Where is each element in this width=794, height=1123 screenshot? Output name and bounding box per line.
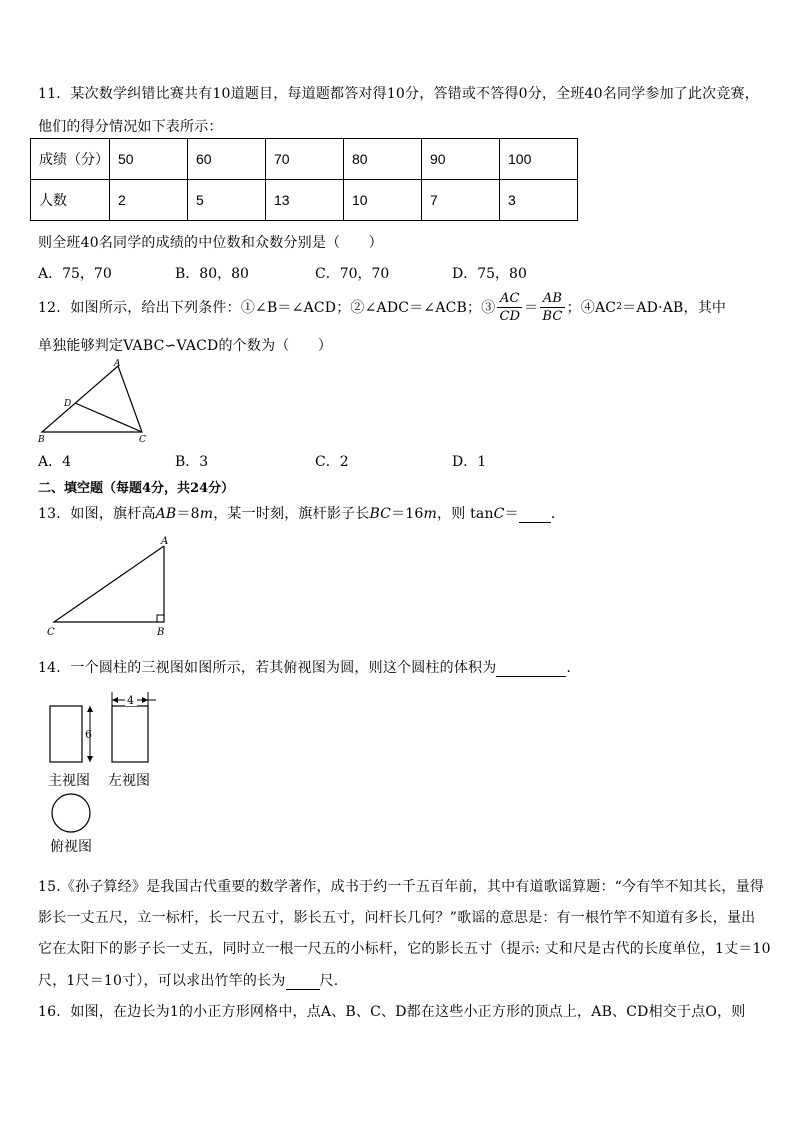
answer-blank xyxy=(496,660,566,677)
q12-line2: 单独能够判定VABC∽VACD的个数为（ ） xyxy=(38,338,333,354)
top-view-circle xyxy=(52,794,90,832)
q16-line1: 16．如图，在边长为1的小正方形网格中，点A、B、C、D都在这些小正方形的顶点上，AB、CD相交于点O，则 xyxy=(38,1004,746,1020)
q12-option-a: A．4 xyxy=(38,454,72,470)
q12-option-d: D．1 xyxy=(452,454,487,470)
superscript: 2 xyxy=(616,302,623,312)
label-c: C xyxy=(139,435,146,445)
table-cell: 90 xyxy=(422,139,500,180)
table-cell: 60 xyxy=(188,139,266,180)
q11-option-b: B．80，80 xyxy=(175,266,249,282)
right-angle-mark xyxy=(157,615,164,622)
width-label: 4 xyxy=(127,694,134,707)
q13-part: ＝16 xyxy=(391,506,424,522)
left-view-label: 左视图 xyxy=(108,773,150,789)
arrow-up-icon xyxy=(87,706,93,712)
q12-option-c: C．2 xyxy=(315,454,349,470)
unit-m: m xyxy=(423,506,438,522)
fraction-denominator: BC xyxy=(542,308,563,324)
label-b: B xyxy=(38,435,45,445)
q13-part: ＝ xyxy=(504,506,519,522)
segment-cd xyxy=(75,403,142,432)
q15-line2: 影长一丈五尺，立一标杆，长一尺五寸，影长五寸，问杆长几何？”歌谣的意思是：有一根竹竿不知道有多长，量出 xyxy=(38,910,756,926)
table-cell: 人数 xyxy=(31,180,110,221)
q13-part: . xyxy=(550,506,556,522)
three-view-figure xyxy=(44,690,164,768)
q15-line4 xyxy=(38,970,338,990)
triangle-abc-figure xyxy=(34,356,154,446)
table-cell: 13 xyxy=(266,180,344,221)
table-cell: 7 xyxy=(422,180,500,221)
arrow-left-icon xyxy=(112,697,118,703)
q12-suffix: ；④AC xyxy=(566,300,617,316)
fraction-numerator: AB xyxy=(540,290,564,308)
q12-line1 xyxy=(38,287,726,327)
table-cell: 5 xyxy=(188,180,266,221)
fraction-denominator: CD xyxy=(499,308,521,324)
fraction-ab-bc xyxy=(540,290,564,325)
top-view-label: 俯视图 xyxy=(50,839,92,855)
table-cell: 70 xyxy=(266,139,344,180)
triangle-outline xyxy=(42,366,142,432)
table-row xyxy=(31,180,578,221)
var-c: C xyxy=(493,506,505,522)
q11-line1: 11．某次数学纠错比赛共有10道题目，每道题都答对得10分，答错或不答得0分，全班40名同学参加了此次竞赛， xyxy=(38,86,759,102)
q15-part: 尺. xyxy=(319,973,339,989)
table-row xyxy=(31,139,578,180)
arrow-down-icon xyxy=(87,756,93,762)
q11-option-a: A．75，70 xyxy=(38,266,112,282)
fraction-numerator: AC xyxy=(497,290,522,308)
q13-part: ，某一时刻，旗杆影子长 xyxy=(213,506,370,522)
q11-line2: 他们的得分情况如下表所示： xyxy=(38,119,223,135)
q12-option-b: B．3 xyxy=(175,454,209,470)
label-a: A xyxy=(161,536,169,547)
q11-option-c: C．70，70 xyxy=(315,266,390,282)
q12-prefix: 12．如图所示，给出下列条件：①∠B＝∠ACD；②∠ADC＝∠ACB；③ xyxy=(38,300,496,316)
var-ab: AB xyxy=(155,506,177,522)
table-cell: 2 xyxy=(110,180,188,221)
label-c: C xyxy=(47,627,55,638)
left-view-rect xyxy=(112,706,148,762)
q13-part: ＝8 xyxy=(176,506,200,522)
table-cell: 50 xyxy=(110,139,188,180)
triangle-outline xyxy=(54,546,164,622)
q14-part: 14．一个圆柱的三视图如图所示，若其俯视图为圆，则这个圆柱的体积为 xyxy=(38,660,497,676)
front-view-rect xyxy=(50,706,82,762)
q11-question: 则全班40名同学的成绩的中位数和众数分别是（ ） xyxy=(38,235,383,251)
front-view-label: 主视图 xyxy=(48,773,90,789)
label-a: A xyxy=(114,359,121,369)
q15-line1: 15.《孙子算经》是我国古代重要的数学著作，成书于约一千五百年前，其中有道歌谣算题：“今有竿不知其长，量得 xyxy=(38,879,765,895)
q14-part: . xyxy=(566,660,572,676)
label-d: D xyxy=(64,399,72,409)
q15-part: 尺，1尺＝10寸），可以求出竹竿的长为 xyxy=(38,973,286,989)
flagpole-triangle-figure xyxy=(44,534,174,640)
answer-blank xyxy=(286,973,320,990)
q15-line3: 它在太阳下的影子长一丈五，同时立一根一尺五的小标杆，它的影长五寸（提示: 丈和尺是古代的长度单位，1丈＝10 xyxy=(38,941,771,957)
q14-text xyxy=(38,657,571,677)
table-cell: 成绩（分） xyxy=(31,139,110,180)
q12-suffix2: ＝AD·AB，其中 xyxy=(622,300,727,316)
table-cell: 3 xyxy=(500,180,578,221)
section-title: 二、填空题（每题4分，共24分） xyxy=(38,481,235,496)
label-b: B xyxy=(157,627,165,638)
score-table xyxy=(30,138,578,221)
table-cell: 10 xyxy=(344,180,422,221)
equals-sign: ＝ xyxy=(524,300,539,316)
arrow-right-icon xyxy=(142,697,148,703)
fraction-ac-cd xyxy=(497,290,522,325)
table-cell: 80 xyxy=(344,139,422,180)
unit-m: m xyxy=(199,506,214,522)
table-cell: 100 xyxy=(500,139,578,180)
q13-part: ，则 tan xyxy=(437,506,494,522)
q13-part: 13．如图，旗杆高 xyxy=(38,506,156,522)
answer-blank xyxy=(519,506,551,523)
height-label: 6 xyxy=(85,728,92,741)
var-bc: BC xyxy=(369,506,392,522)
q13-text xyxy=(38,503,555,523)
q11-option-d: D．75，80 xyxy=(452,266,527,282)
top-view-figure xyxy=(50,792,92,834)
